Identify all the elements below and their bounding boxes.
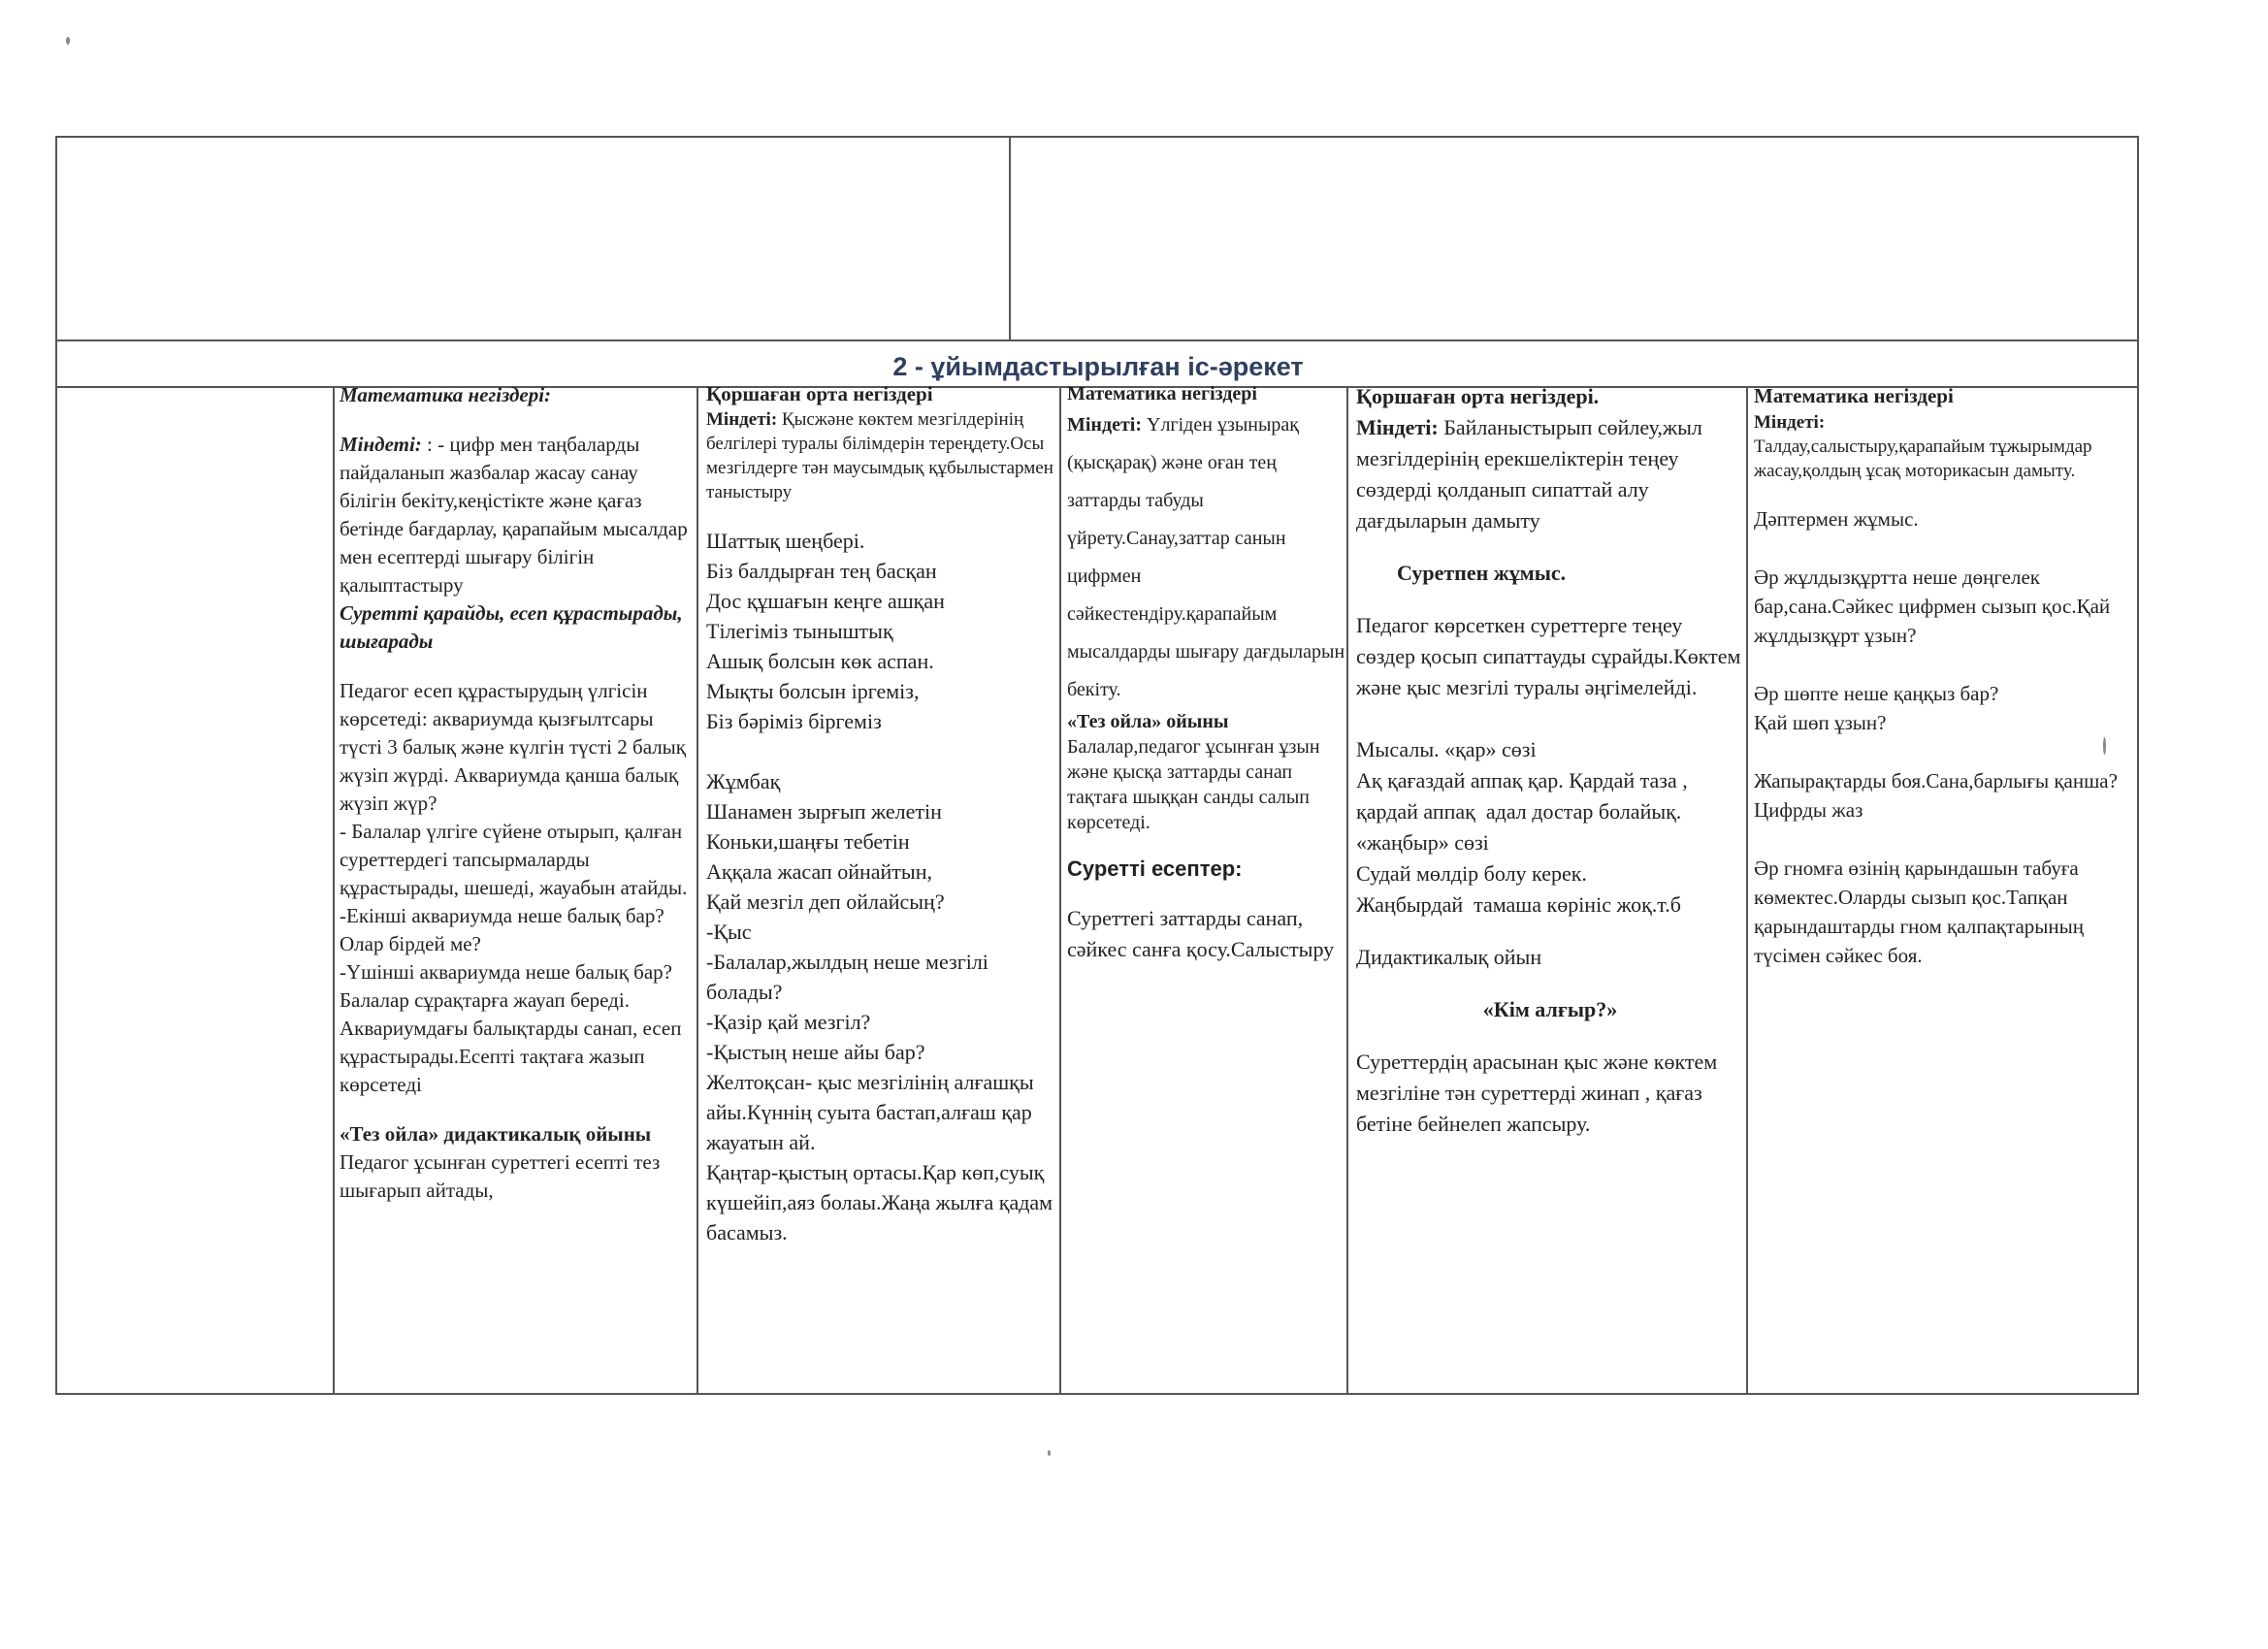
task-text: : - цифр мен таңбаларды пайдаланып жазбалар жасау санау білігін бекіту,кеңістікте және қағаз бетінде бағдарлау, қарапайым мысалдар мен есептерді шығару білігін қалыптастыру <box>340 433 693 597</box>
column-environment-1 <box>706 381 1063 1247</box>
game-text: Суреттердің арасынан қыс және көктем мезгіліне тән суреттерді жинап , қағаз бетіне бейнелеп жапсыру. <box>1356 1050 1723 1136</box>
scan-speck <box>66 37 70 45</box>
task-paragraph <box>1067 406 1348 709</box>
body-text: Педагог есеп құрастырудың үлгісін көрсетеді: аквариумда қызғылтсары түсті 3 балық және күлгін түсті 2 балық жүзіп жүрді. Аквариумда қанша балық жүзіп жүр? - Балалар үлгіге сүйене отырып, қалған суреттердегі тапсырмаларды құрастырады, шешеді, жауабын атайды. -Екінші аквариумда неше балық бар? Олар бірдей ме? -Үшінші аквариумда неше балық бар? Балалар сұрақтарға жауап береді. Аквариумдағы балықтарды санап, есеп құрастырады.Есепті тақтаға жазып көрсетеді <box>340 679 688 1096</box>
game-title: «Кім алғыр?» <box>1482 997 1618 1021</box>
scan-speck <box>1048 1450 1051 1456</box>
game-text: Балалар,педагог ұсынған ұзын және қысқа заттарды санап тақтаға шыққан санды салып көрсетеді. <box>1067 736 1325 833</box>
task-label: Міндеті: <box>1754 412 1826 433</box>
section-text: Суреттегі заттарды санап, сәйкес санға қосу.Салыстыру <box>1067 906 1335 961</box>
task-paragraph <box>706 407 1063 504</box>
task-paragraph <box>1356 412 1744 536</box>
scan-speck <box>2103 737 2106 755</box>
column-environment-2 <box>1356 381 1744 1140</box>
subject-heading: Қоршаған орта негіздері <box>706 382 933 405</box>
body-text: Шаттық шеңбері. Біз балдырған тең басқан Дос құшағын кеңге ашқан Тілегіміз тыныштық Ашық болсын көк аспан. Мықты болсын іргеміз, Біз бәріміз біргеміз Жұмбақ Шанамен зырғып желетін Коньки,шаңғы тебетін Аққала жасап ойнайтын, Қай мезгіл деп ойлайсың? -Қыс -Балалар,жылдың неше мезгілі болады? -Қазір қай мезгіл? -Қыстың неше айы бар? Желтоқсан- қыс мезгілінің алғашқы айы.Күннің суыта бастап,алғаш қар жауатын ай. Қаңтар-қыстың ортасы.Қар көп,суық күшейіп,аяз болаы.Жаңа жылға қадам басамыз. <box>706 529 1053 1245</box>
upper-divider <box>1009 136 1011 341</box>
section-title: 2 - ұйымдастырылған іс-әрекет <box>892 352 1304 381</box>
task-text: Байланыстырып сөйлеу,жыл мезгілдерінің ерекшеліктерін теңеу сөздерді қолданып сипаттай алу дағдыларын дамыту <box>1356 415 1708 533</box>
header-top-rule <box>55 340 2139 341</box>
section-title: Суретті есептер: <box>1067 857 1243 881</box>
game-title: «Тез ойла» дидактикалық ойыны <box>340 1122 652 1146</box>
game-label: Дидактикалық ойын <box>1356 945 1542 969</box>
task-text: Талдау,салыстыру,қарапайым тұжырымдар жасау,қолдың ұсақ моторикасын дамыту. <box>1754 436 2097 481</box>
task-paragraph <box>340 431 694 599</box>
italic-note: Суретті қарайды, есеп құрастырады, шығарады <box>340 601 688 653</box>
subject-heading: Математика негіздері: <box>340 383 552 406</box>
task-label: Міндеті: <box>706 409 778 430</box>
task-label: Міндеті: <box>1356 415 1439 439</box>
column-divider-5 <box>1746 386 1748 1395</box>
task-text: Үлгіден ұзынырақ (қысқарақ) және оған тең заттарды табуды үйрету.Санау,заттар санын цифрмен сәйкестендіру.қарапайым мысалдарды шығару дағдыларын бекіту. <box>1067 414 1350 700</box>
subject-heading: Қоршаған орта негіздері. <box>1356 384 1600 408</box>
column-math-1 <box>340 381 694 1205</box>
column-divider-1 <box>333 386 335 1395</box>
column-math-2 <box>1067 381 1348 965</box>
game-title: «Тез ойла» ойыны <box>1067 711 1229 732</box>
task-label: Міндеті: <box>1067 414 1142 436</box>
column-divider-2 <box>697 386 698 1395</box>
column-math-3 <box>1754 381 2142 970</box>
body-text: Педагог көрсеткен суреттерге теңеу сөздер қосып сипаттауды сұрайды.Көктем және қыс мезгілі туралы әңгімелейді. Мысалы. «қар» сөзі Ақ қағаздай аппақ қар. Қардай таза , қардай аппақ адал достар болайық. «жаңбыр» сөзі Судай мөлдір болу керек. Жаңбырдай тамаша көрініс жоқ.т.б <box>1356 613 1741 917</box>
work-title: Суретпен жұмыс. <box>1397 561 1567 585</box>
subject-heading: Математика негіздері <box>1067 383 1257 404</box>
subject-heading: Математика негіздері <box>1754 384 1954 407</box>
task-text: Қысжәне көктем мезгілдерінің белгілері туралы білімдерін тереңдету.Осы мезгілдерге тән маусымдық құбылыстармен таныстыру <box>706 409 1058 502</box>
body-text: Дәптермен жұмыс. Әр жұлдызқұртта неше дөңгелек бар,сана.Сәйкес цифрмен сызып қос.Қай жұлдызқұрт ұзын? Әр шөпте неше қаңқыз бар? Қай шөп ұзын? Жапырақтарды боя.Сана,барлығы қанша? Цифрды жаз Әр гномға өзінің қарындашын табуға көмектес.Оларды сызып қос.Тапқан қарындаштарды гном қалпақтарының түсімен сәйкес боя. <box>1754 507 2118 967</box>
game-text: Педагог ұсынған суреттегі есепті тез шығарып айтады, <box>340 1150 665 1202</box>
task-label: Міндеті: <box>340 433 422 456</box>
task-paragraph <box>1754 410 2142 483</box>
